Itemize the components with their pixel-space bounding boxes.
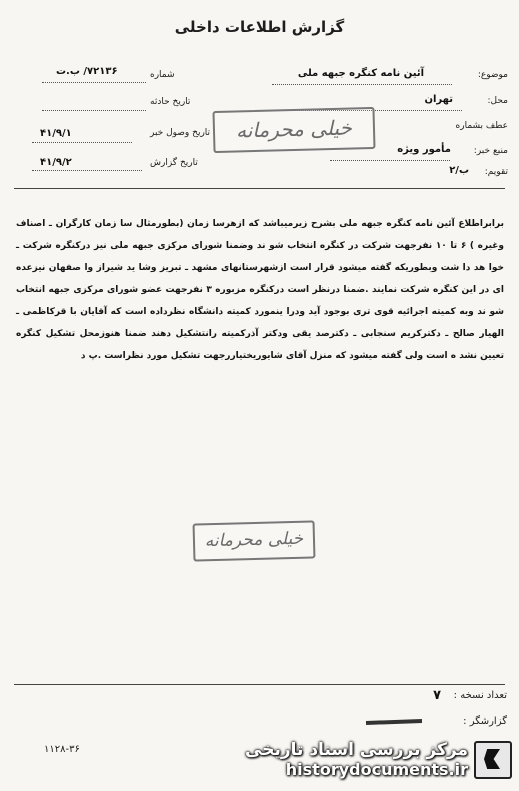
number-value: ۷۲۱۳۶/ ب.ت [56, 66, 118, 77]
receipt-date-label: تاریخ وصول خبر [150, 128, 211, 138]
classification-stamp-top: خیلی محرمانه [212, 107, 375, 153]
document-code: ۱۱۲۸-۳۶ [44, 744, 80, 755]
reference-label: عطف بشماره [455, 121, 508, 131]
report-date-label: تاریخ گزارش [150, 158, 198, 168]
number-underline [42, 82, 146, 83]
subject-value: آئین نامه کنگره جبهه ملی [297, 68, 424, 79]
reporter-signature-redacted [366, 719, 422, 725]
header-divider [14, 188, 505, 189]
source-label: منبع خبر: [473, 146, 508, 156]
event-date-label: تاریخ حادثه [150, 97, 191, 107]
body-paragraph: برابراطلاع آئین نامه کنگره جبهه ملی بشرح زیرمیباشد که ازهرسا زمان (بطورمثال سا زمان کارگران ـ اصناف وغیره ) ۶ تا ۱۰ نفرجهت شرکت در کنگره انتخاب شو ند وضمنا شورای مرکزی جبهه ملی نیز درکنگره شرکت ـ خوا هد دا شت وبطوریکه گفته میشود قرار است ازشهرستانهای مشهد ـ تبریز وشا ید شیراز وا صفهان نیزعده ای در این کنگره شرکت نمایند .ضمنا درنظر است درکنگره مزبوره ۳ نفرجهت عضو شورای مرکزی جبهه انتخاب شو ند وبه کمیته اجرائیه قوی تری بوجود آید ودرا ینمورد کمیته دانشگاه نظرداده است که آقایان با قرکاظمی ـ الهیار صالح ـ دکترکریم سنجابی ـ دکترصد یقی ودکتر آذرکمیته رانتشکیل دهند ضمنا هنوزمحل تشکیل کنگره تعیین نشد ه است ولی گفته میشود که منزل آقای شایوریختیاررجهت تشکیل مورد نظراست .پ د [16, 219, 504, 361]
evaluation-label: تقویم: [484, 167, 508, 177]
receipt-date-value: ۴۱/۹/۱ [40, 128, 72, 139]
footer-divider [14, 684, 505, 685]
watermark-persian: مرکز بررسی اسناد تاریخی [245, 740, 468, 760]
place-label: محل: [487, 96, 508, 106]
report-body [16, 213, 504, 367]
number-label: شماره [150, 70, 175, 80]
source-underline [330, 160, 450, 161]
reporter-label: گزارشگر : [463, 716, 507, 727]
subject-label: موضوع: [477, 70, 508, 80]
report-title: گزارش اطلاعات داخلی [174, 18, 345, 36]
event-date-underline [42, 110, 146, 111]
report-date-underline [32, 170, 142, 171]
classification-stamp-middle: خیلی محرمانه [193, 520, 316, 561]
copies-value: ۷ [433, 688, 441, 703]
watermark-english: historydocuments.ir [285, 760, 468, 779]
report-date-value: ۴۱/۹/۲ [40, 157, 72, 168]
source-value: مأمور ویژه [397, 144, 451, 155]
evaluation-value: ب/۲ [449, 165, 469, 176]
archive-logo-icon [474, 741, 512, 779]
receipt-date-underline [32, 142, 132, 143]
copies-label: تعداد نسخه : [453, 690, 507, 701]
place-value: تهران [424, 94, 453, 105]
subject-underline [272, 84, 452, 85]
